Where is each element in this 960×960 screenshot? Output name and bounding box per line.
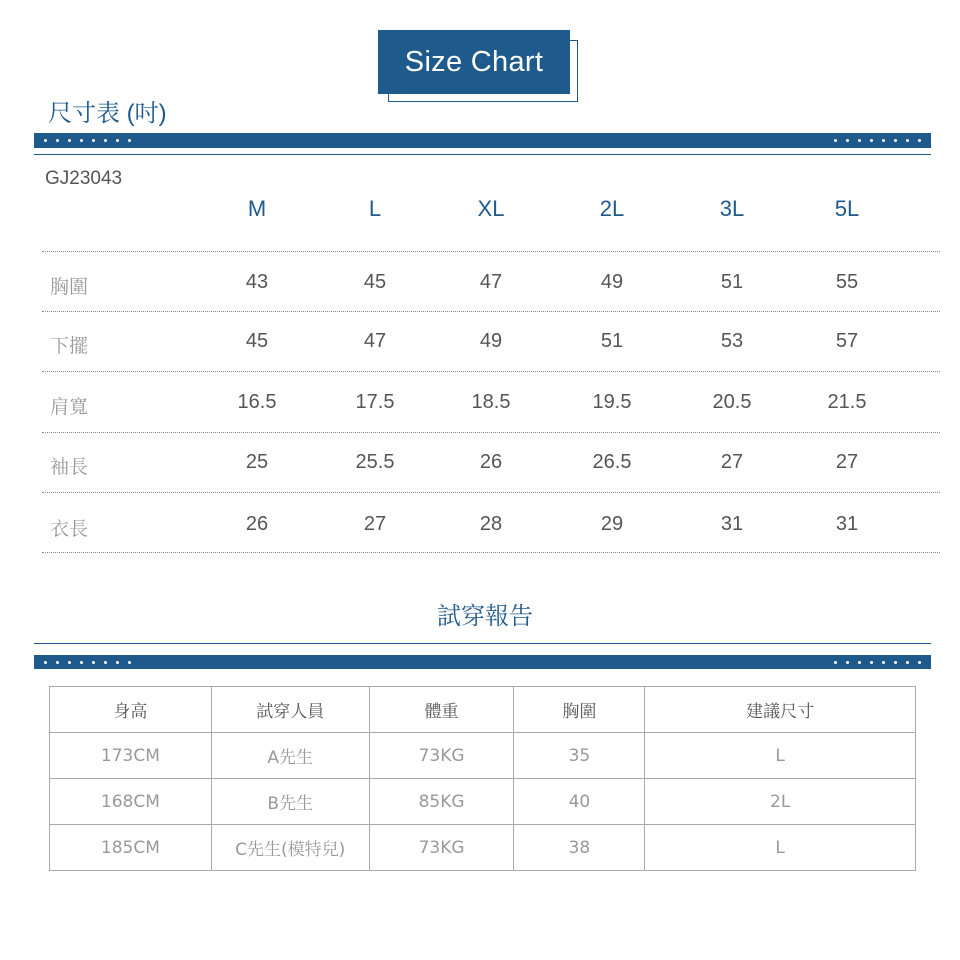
table-cell: 73KG [369,825,514,871]
row-divider [42,432,940,433]
size-header: XL [477,196,505,221]
product-code: GJ23043 [45,168,123,189]
measurement-value: 31 [835,513,859,535]
measurement-value: 17.5 [355,391,395,413]
table-row [50,825,916,871]
measurement-label: 下擺 [50,336,89,357]
measurement-value: 16.5 [237,391,277,413]
size-header: M [247,196,267,221]
table-cell: B先生 [211,779,369,825]
divider-line [34,154,931,155]
measurement-value: 25 [245,451,269,473]
measurement-value: 26 [245,513,269,535]
measurement-value: 18.5 [471,391,511,413]
measurement-value: 20.5 [712,391,752,413]
measurement-value: 47 [479,271,503,293]
measurement-value: 57 [835,330,859,352]
measurement-label: 肩寬 [50,397,89,418]
table-row [50,779,916,825]
measurement-value: 51 [720,271,744,293]
table-header-row [50,687,916,733]
size-header: 3L [719,196,745,221]
decorative-bar-top [34,133,931,148]
measurement-value: 43 [245,271,269,293]
measurement-value: 27 [720,451,744,473]
table-cell: 185CM [50,825,212,871]
measurement-value: 53 [720,330,744,352]
measurement-value: 25.5 [355,451,395,473]
measurement-value: 27 [835,451,859,473]
measurement-value: 51 [600,330,624,352]
table-cell: 40 [514,779,645,825]
row-divider [42,492,940,493]
measurement-value: 27 [363,513,387,535]
measurement-value: 55 [835,271,859,293]
table-cell: 73KG [369,733,514,779]
divider-line [34,643,931,644]
table-cell: 173CM [50,733,212,779]
measurement-value: 45 [363,271,387,293]
row-divider [42,552,940,553]
size-header: L [368,196,382,221]
decorative-bar-bottom [34,655,931,669]
measurement-label: 袖長 [50,457,89,478]
table-row [50,733,916,779]
table-cell: C先生(模特兒) [211,825,369,871]
size-chart-badge: Size Chart [378,30,570,94]
measurement-value: 26 [479,451,503,473]
measurement-value: 26.5 [592,451,632,473]
measurement-value: 19.5 [592,391,632,413]
measurement-value: 49 [479,330,503,352]
row-divider [42,251,940,252]
table-header-cell: 胸圍 [514,687,645,733]
size-header: 2L [599,196,625,221]
table-cell: 85KG [369,779,514,825]
table-cell: 38 [514,825,645,871]
table-cell: 2L [645,779,916,825]
measurement-value: 49 [600,271,624,293]
trial-report-title: 試穿報告 [437,603,533,630]
measurement-value: 29 [600,513,624,535]
table-cell: 35 [514,733,645,779]
table-cell: L [645,733,916,779]
trial-table [49,686,916,871]
table-header-cell: 試穿人員 [211,687,369,733]
measurement-label: 胸圍 [50,277,89,298]
measurement-value: 21.5 [827,391,867,413]
table-header-cell: 身高 [50,687,212,733]
measurement-value: 45 [245,330,269,352]
table-cell: A先生 [211,733,369,779]
size-header: 5L [834,196,860,221]
row-divider [42,311,940,312]
table-header-cell: 體重 [369,687,514,733]
table-cell: L [645,825,916,871]
measurement-label: 衣長 [50,519,89,540]
size-table-title: 尺寸表 (吋) [48,100,167,127]
table-header-cell: 建議尺寸 [645,687,916,733]
measurement-value: 28 [479,513,503,535]
measurement-value: 47 [363,330,387,352]
row-divider [42,371,940,372]
measurement-value: 31 [720,513,744,535]
table-cell: 168CM [50,779,212,825]
